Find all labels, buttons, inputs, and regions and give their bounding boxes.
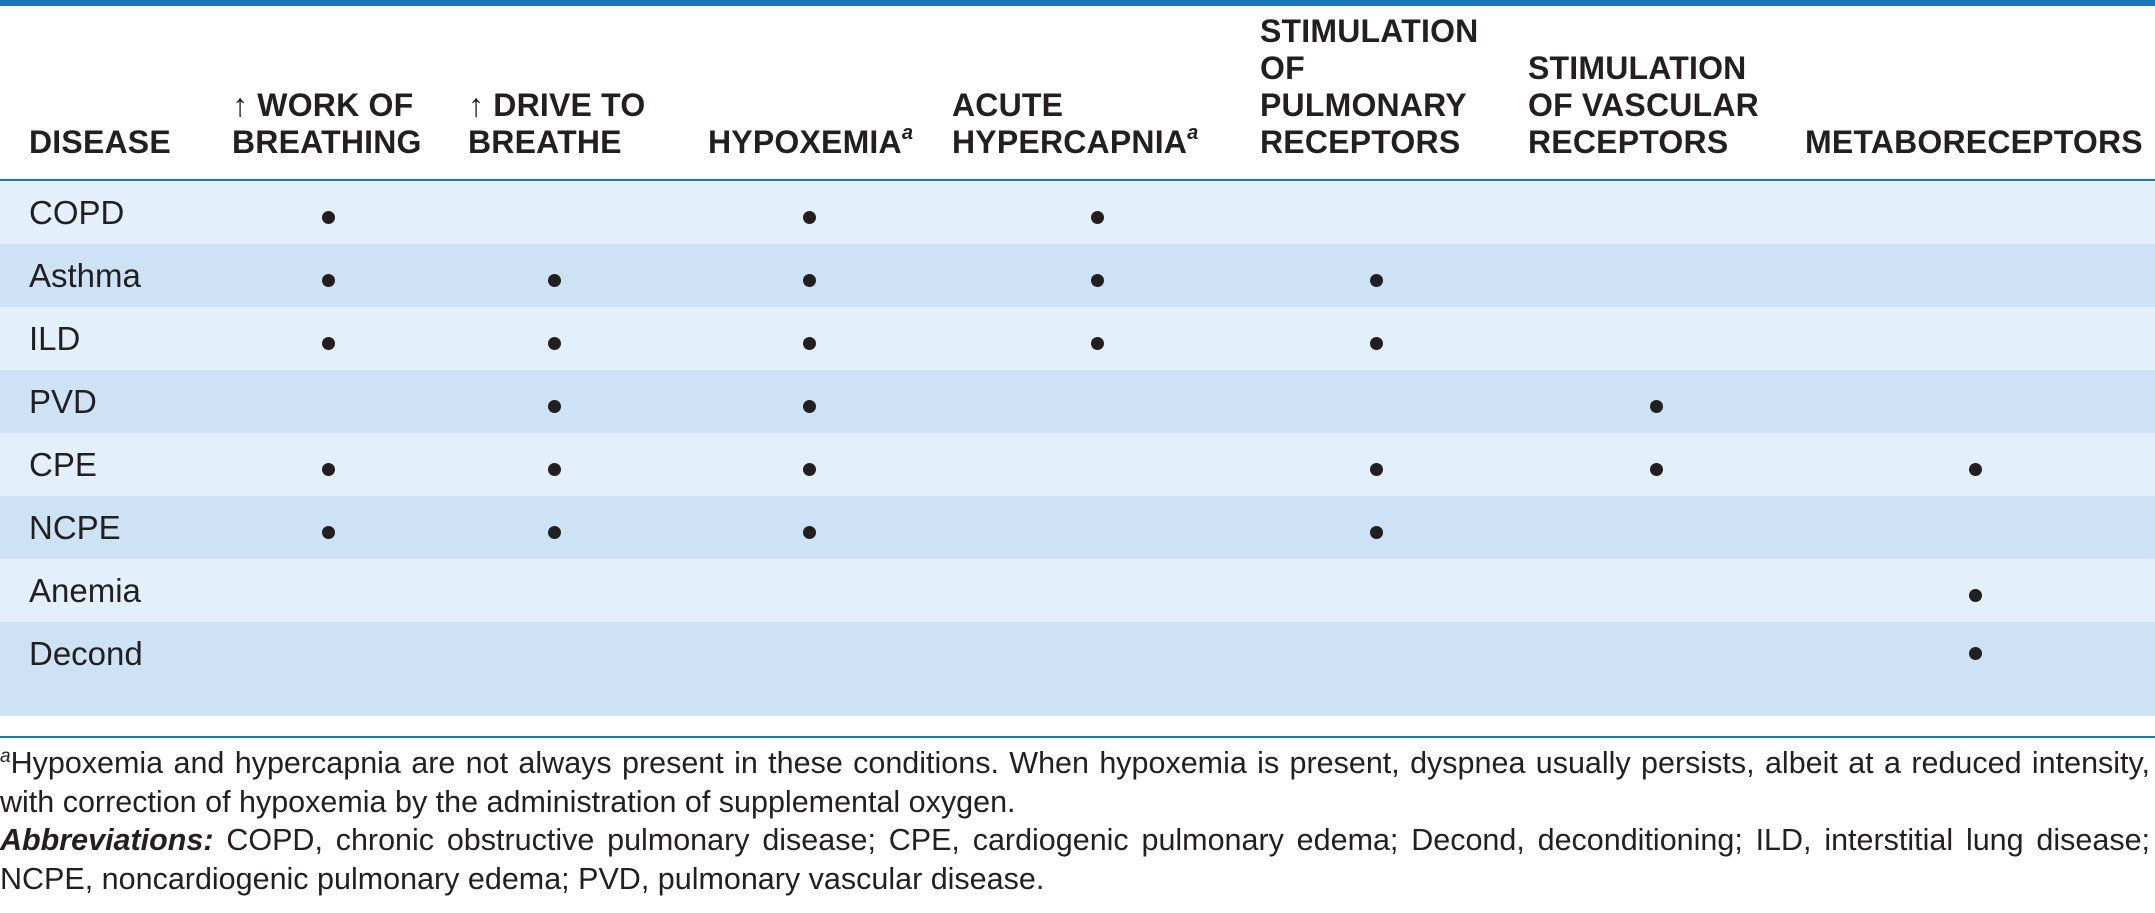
- mark-cell: [1516, 496, 1784, 559]
- mark-cell: [688, 370, 946, 433]
- col-header-hypoxemia: HYPOXEMIA$^a$: [688, 6, 946, 180]
- table-row: [0, 180, 2155, 244]
- mark-cell: [946, 433, 1248, 496]
- bullet-mark: [322, 274, 335, 287]
- col-header-work-of-breathing: ↑ WORK OF BREATHING: [216, 6, 452, 180]
- mark-cell: [216, 307, 452, 370]
- disease-mechanism-table: [0, 6, 2155, 716]
- mark-cell: [452, 244, 688, 307]
- bullet-mark: [322, 211, 335, 224]
- mark-cell: [688, 622, 946, 716]
- disease-name: NCPE: [29, 508, 121, 546]
- mark-cell: [1784, 433, 2155, 496]
- mark-cell: [1516, 622, 1784, 716]
- bullet-mark: [803, 526, 816, 539]
- mark-cell: [216, 370, 452, 433]
- mark-cell: [452, 496, 688, 559]
- disease-cell: [0, 370, 216, 433]
- mark-cell: [1784, 370, 2155, 433]
- footnote-marker: a: [0, 745, 11, 767]
- table-row: [0, 370, 2155, 433]
- bullet-mark: [548, 463, 561, 476]
- disease-name: ILD: [29, 319, 81, 357]
- mark-cell: [1784, 307, 2155, 370]
- mark-cell: [1248, 433, 1516, 496]
- bullet-mark: [548, 526, 561, 539]
- footnote-marker: a: [1187, 122, 1199, 145]
- abbreviations-label: Abbreviations:: [0, 823, 214, 857]
- mark-cell: [946, 307, 1248, 370]
- footnote-marker: a: [901, 122, 914, 145]
- mark-cell: [1516, 559, 1784, 622]
- mark-cell: [452, 559, 688, 622]
- footnote-text: Hypoxemia and hypercapnia are not always present in these conditions. When hypoxemia is present, dyspnea usually persists, albeit at a reduced intensity, with correction of hypoxemia by the administration of supplemental oxygen.: [0, 746, 2150, 819]
- mark-cell: [1516, 307, 1784, 370]
- bullet-mark: [1091, 274, 1104, 287]
- mark-cell: [688, 244, 946, 307]
- table-row: [0, 622, 2155, 716]
- col-header-disease: DISEASE: [0, 6, 216, 180]
- table-row: [0, 559, 2155, 622]
- mark-cell: [216, 180, 452, 244]
- disease-name: COPD: [29, 193, 125, 231]
- mark-cell: [216, 559, 452, 622]
- bullet-mark: [1370, 526, 1383, 539]
- bottom-rule: [0, 736, 2155, 738]
- mark-cell: [688, 180, 946, 244]
- bullet-mark: [548, 337, 561, 350]
- disease-cell: [0, 244, 216, 307]
- bullet-mark: [803, 274, 816, 287]
- col-header-acute-hypercapnia: ACUTE HYPERCAPNIA$^a$: [946, 6, 1248, 180]
- mark-cell: [1248, 559, 1516, 622]
- mark-cell: [946, 370, 1248, 433]
- bullet-mark: [548, 400, 561, 413]
- bullet-mark: [1370, 463, 1383, 476]
- bullet-mark: [1370, 274, 1383, 287]
- mark-cell: [946, 622, 1248, 716]
- disease-name: Anemia: [29, 571, 141, 609]
- mark-cell: [1516, 433, 1784, 496]
- col-header-pulmonary-receptors: STIMULATION OF PULMONARY RECEPTORS: [1248, 6, 1516, 180]
- table-row: [0, 433, 2155, 496]
- bullet-mark: [1650, 400, 1663, 413]
- mark-cell: [1516, 370, 1784, 433]
- bullet-mark: [803, 400, 816, 413]
- mark-cell: [688, 496, 946, 559]
- abbreviations: [0, 821, 2150, 898]
- mark-cell: [1248, 370, 1516, 433]
- bullet-mark: [1370, 337, 1383, 350]
- mark-cell: [216, 244, 452, 307]
- disease-cell: [0, 180, 216, 244]
- bullet-mark: [803, 337, 816, 350]
- disease-name: PVD: [29, 382, 97, 420]
- mark-cell: [452, 180, 688, 244]
- col-header-metaboreceptors: METABORECEPTORS: [1784, 6, 2155, 180]
- mark-cell: [1784, 180, 2155, 244]
- bullet-mark: [1969, 589, 1982, 602]
- bullet-mark: [803, 211, 816, 224]
- mark-cell: [688, 307, 946, 370]
- mark-cell: [1248, 622, 1516, 716]
- bullet-mark: [322, 526, 335, 539]
- mark-cell: [946, 496, 1248, 559]
- abbreviations-text: COPD, chronic obstructive pulmonary disease; CPE, cardiogenic pulmonary edema; Decond, deconditioning; ILD, interstitial lung disease; NCPE, noncardiogenic pulmonary edema; PVD, pulmonary vascular disease.: [0, 823, 2150, 896]
- bullet-mark: [1091, 211, 1104, 224]
- bullet-mark: [322, 463, 335, 476]
- disease-name: CPE: [29, 445, 97, 483]
- mark-cell: [946, 559, 1248, 622]
- table-row: [0, 496, 2155, 559]
- footnote: [0, 744, 2150, 821]
- bullet-mark: [1969, 647, 1982, 660]
- mark-cell: [1784, 244, 2155, 307]
- disease-cell: [0, 433, 216, 496]
- disease-name: Decond: [29, 634, 143, 672]
- mark-cell: [1248, 180, 1516, 244]
- disease-cell: [0, 559, 216, 622]
- bullet-mark: [803, 463, 816, 476]
- bullet-mark: [548, 274, 561, 287]
- mark-cell: [1248, 496, 1516, 559]
- mark-cell: [1248, 307, 1516, 370]
- disease-cell: [0, 622, 216, 716]
- mark-cell: [688, 559, 946, 622]
- mark-cell: [216, 433, 452, 496]
- mark-cell: [946, 244, 1248, 307]
- mark-cell: [946, 180, 1248, 244]
- mark-cell: [452, 622, 688, 716]
- table-notes: [0, 744, 2150, 898]
- mark-cell: [1784, 622, 2155, 716]
- mark-cell: [216, 496, 452, 559]
- mark-cell: [452, 370, 688, 433]
- mark-cell: [1516, 180, 1784, 244]
- bullet-mark: [1969, 463, 1982, 476]
- mark-cell: [216, 622, 452, 716]
- disease-name: Asthma: [29, 256, 141, 294]
- mark-cell: [452, 433, 688, 496]
- mark-cell: [1516, 244, 1784, 307]
- disease-cell: [0, 496, 216, 559]
- mark-cell: [1784, 559, 2155, 622]
- table-row: [0, 307, 2155, 370]
- col-header-drive-to-breathe: ↑ DRIVE TO BREATHE: [452, 6, 688, 180]
- mark-cell: [1784, 496, 2155, 559]
- bullet-mark: [1091, 337, 1104, 350]
- bullet-mark: [1650, 463, 1663, 476]
- mark-cell: [1248, 244, 1516, 307]
- mark-cell: [452, 307, 688, 370]
- table-body: [0, 180, 2155, 716]
- mark-cell: [688, 433, 946, 496]
- table-row: [0, 244, 2155, 307]
- col-header-vascular-receptors: STIMULATION OF VASCULAR RECEPTORS: [1516, 6, 1784, 180]
- header-row: [0, 6, 2155, 180]
- disease-cell: [0, 307, 216, 370]
- bullet-mark: [322, 337, 335, 350]
